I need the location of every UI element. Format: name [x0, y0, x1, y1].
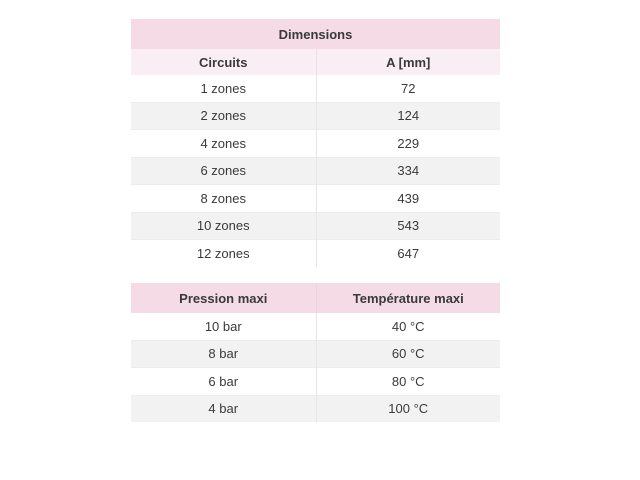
table-row	[131, 212, 500, 240]
circuits-cell: 10 zones	[131, 212, 316, 240]
temperature-maxi-header: Température maxi	[316, 283, 500, 313]
pressure-temperature-table	[131, 283, 500, 422]
table-row	[131, 130, 500, 158]
table-row	[131, 185, 500, 213]
table-row	[131, 157, 500, 185]
table-row	[131, 313, 500, 340]
temperature-cell: 80 °C	[316, 368, 500, 396]
table-row	[131, 240, 500, 267]
table-row	[131, 395, 500, 422]
a-mm-cell: 543	[316, 212, 500, 240]
circuits-cell: 6 zones	[131, 157, 316, 185]
a-mm-cell: 124	[316, 102, 500, 130]
table-header-row	[131, 283, 500, 313]
table-row	[131, 102, 500, 130]
pression-maxi-header: Pression maxi	[131, 283, 316, 313]
table-row	[131, 340, 500, 368]
pressure-cell: 8 bar	[131, 340, 316, 368]
a-mm-cell: 229	[316, 130, 500, 158]
circuits-cell: 4 zones	[131, 130, 316, 158]
pressure-cell: 4 bar	[131, 395, 316, 422]
circuits-cell: 12 zones	[131, 240, 316, 267]
circuits-cell: 2 zones	[131, 102, 316, 130]
table-header-row	[131, 49, 500, 75]
pressure-cell: 10 bar	[131, 313, 316, 340]
circuits-cell: 1 zones	[131, 75, 316, 102]
dimensions-title: Dimensions	[131, 19, 500, 49]
a-mm-cell: 72	[316, 75, 500, 102]
table-row	[131, 368, 500, 396]
a-mm-cell: 647	[316, 240, 500, 267]
table-row	[131, 75, 500, 102]
a-mm-cell: 439	[316, 185, 500, 213]
a-mm-header: A [mm]	[316, 49, 500, 75]
table-title-row	[131, 19, 500, 49]
dimensions-table	[131, 19, 500, 267]
temperature-cell: 40 °C	[316, 313, 500, 340]
temperature-cell: 100 °C	[316, 395, 500, 422]
circuits-header: Circuits	[131, 49, 316, 75]
temperature-cell: 60 °C	[316, 340, 500, 368]
circuits-cell: 8 zones	[131, 185, 316, 213]
a-mm-cell: 334	[316, 157, 500, 185]
pressure-cell: 6 bar	[131, 368, 316, 396]
